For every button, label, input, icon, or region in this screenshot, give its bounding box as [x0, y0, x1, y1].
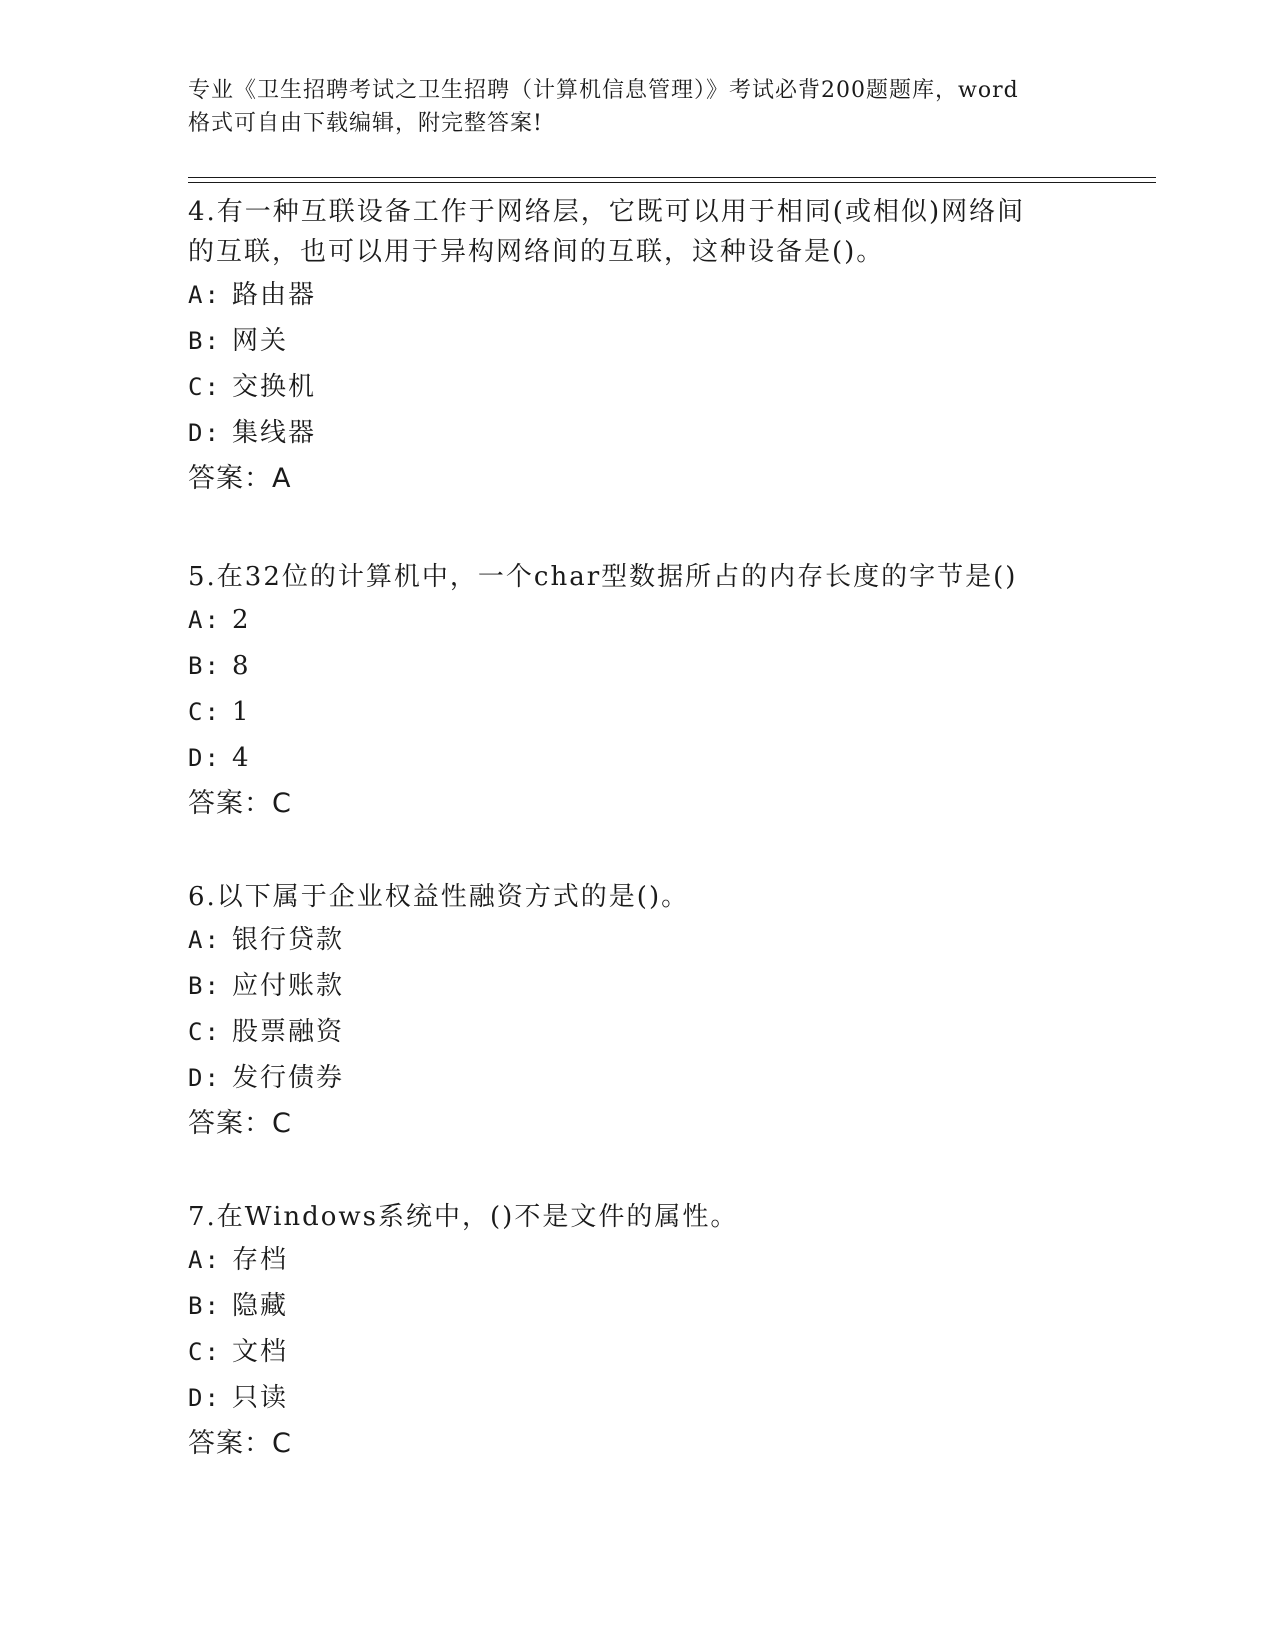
option-key: B:: [188, 972, 221, 1000]
question-stem-line-2: 的互联，也可以用于异构网络间的互联，这种设备是()。: [188, 237, 885, 267]
answer-line: 答案：C: [188, 788, 292, 819]
option-a: [188, 1237, 1088, 1283]
question-stem-line-1: 6.以下属于企业权益性融资方式的是()。: [188, 882, 690, 912]
option-key: D:: [188, 1064, 221, 1092]
option-b: [188, 318, 1088, 364]
answer-line: 答案：C: [188, 1428, 292, 1459]
option-key: A:: [188, 606, 221, 634]
document-header: [188, 74, 1088, 140]
header-line-2: 格式可自由下载编辑，附完整答案!: [188, 111, 543, 136]
option-b: [188, 1283, 1088, 1329]
question-5: [188, 557, 1088, 827]
option-text: 应付账款: [232, 971, 345, 1001]
option-key: B:: [188, 652, 221, 680]
option-text: 银行贷款: [232, 925, 345, 955]
header-line-1: 专业《卫生招聘考试之卫生招聘（计算机信息管理）》考试必背200题题库，word: [188, 78, 1019, 103]
option-c: [188, 1329, 1088, 1375]
question-7: [188, 1197, 1088, 1467]
option-text: 路由器: [232, 280, 317, 310]
option-key: D:: [188, 419, 221, 447]
option-text: 隐藏: [232, 1291, 289, 1321]
option-c: [188, 1009, 1088, 1055]
option-a: [188, 917, 1088, 963]
option-text: 股票融资: [232, 1017, 345, 1047]
option-key: C:: [188, 373, 221, 401]
option-key: C:: [188, 1338, 221, 1366]
answer-line: 答案：A: [188, 463, 292, 494]
option-text: 存档: [232, 1245, 289, 1275]
option-key: C:: [188, 1018, 221, 1046]
option-text: 4: [232, 743, 251, 773]
option-c: [188, 364, 1088, 410]
option-key: D:: [188, 744, 221, 772]
option-text: 1: [232, 697, 251, 727]
option-d: [188, 410, 1088, 456]
question-6: [188, 877, 1088, 1147]
option-key: D:: [188, 1384, 221, 1412]
option-key: A:: [188, 1246, 221, 1274]
option-key: C:: [188, 698, 221, 726]
option-text: 发行债券: [232, 1063, 345, 1093]
option-key: A:: [188, 926, 221, 954]
option-key: B:: [188, 1292, 221, 1320]
question-stem-line-1: 5.在32位的计算机中，一个char型数据所占的内存长度的字节是(): [188, 562, 1018, 592]
option-text: 2: [232, 605, 251, 635]
option-text: 网关: [232, 326, 289, 356]
option-text: 文档: [232, 1337, 289, 1367]
header-divider-bottom: [188, 182, 1156, 183]
option-a: [188, 272, 1088, 318]
option-b: [188, 963, 1088, 1009]
option-d: [188, 1055, 1088, 1101]
option-a: [188, 597, 1088, 643]
option-d: [188, 735, 1088, 781]
option-key: A:: [188, 281, 221, 309]
question-stem-line-1: 4.有一种互联设备工作于网络层，它既可以用于相同(或相似)网络间: [188, 197, 1026, 227]
option-text: 只读: [232, 1383, 289, 1413]
question-stem-line-1: 7.在Windows系统中，()不是文件的属性。: [188, 1202, 739, 1232]
option-key: B:: [188, 327, 221, 355]
option-text: 交换机: [232, 372, 317, 402]
question-4: [188, 192, 1088, 502]
header-divider-top: [188, 177, 1156, 178]
option-d: [188, 1375, 1088, 1421]
option-text: 集线器: [232, 418, 317, 448]
answer-line: 答案：C: [188, 1108, 292, 1139]
option-b: [188, 643, 1088, 689]
option-c: [188, 689, 1088, 735]
option-text: 8: [232, 651, 251, 681]
